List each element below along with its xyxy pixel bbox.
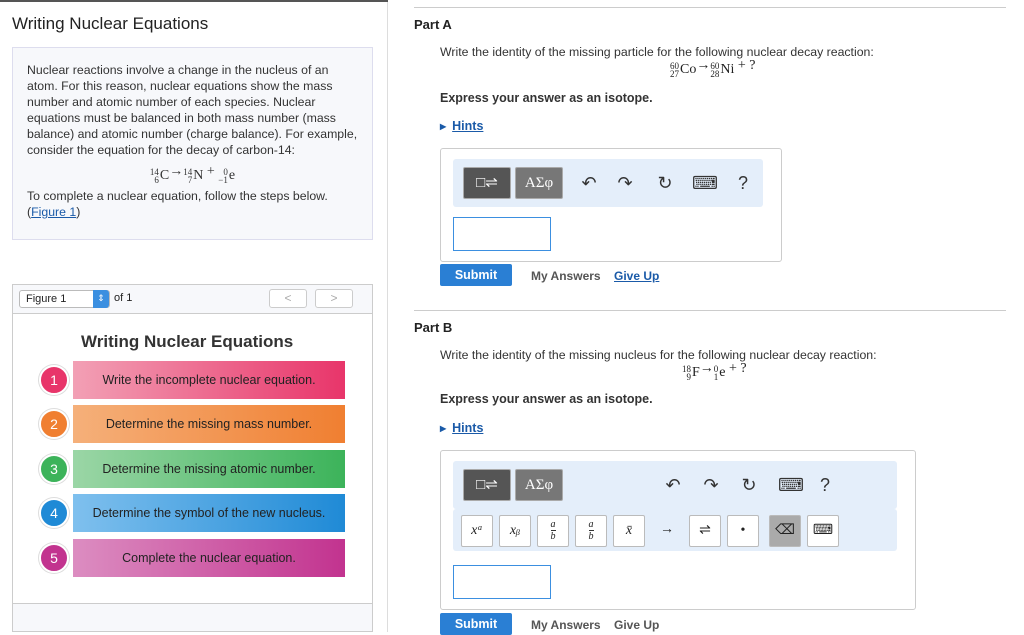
template-button[interactable]: □⇌ xyxy=(463,167,511,199)
figure-step-5 xyxy=(73,539,345,577)
example-equation: 14 6 C → 14 7 N + 0 −1 e xyxy=(149,164,236,185)
part-b-give-up[interactable]: Give Up xyxy=(614,618,660,632)
part-b-answer-input[interactable] xyxy=(453,565,551,599)
figure-nav-bar xyxy=(12,284,373,314)
figure-bottom-bar xyxy=(12,604,373,632)
figure-1-link[interactable]: Figure 1 xyxy=(31,205,77,219)
part-a-prompt: Write the identity of the missing particle for the following nuclear decay reaction: xyxy=(440,45,874,59)
help-icon[interactable]: ? xyxy=(737,173,748,193)
part-b-my-answers[interactable]: My Answers xyxy=(531,618,601,632)
figure-panel xyxy=(12,314,373,604)
part-a-answer-input[interactable] xyxy=(453,217,551,251)
figure-count: of 1 xyxy=(114,292,133,304)
right-panel xyxy=(388,0,1024,632)
part-a-my-answers[interactable]: My Answers xyxy=(531,269,601,283)
subscript-template[interactable]: xᵦ xyxy=(499,515,531,547)
arrow-template[interactable]: → xyxy=(660,522,674,537)
divider xyxy=(414,310,1006,311)
undo-icon[interactable]: ↶ xyxy=(665,475,681,495)
part-b-template-bar xyxy=(453,509,897,551)
superscript-template[interactable]: xᵃ xyxy=(461,515,493,547)
figure-title: Writing Nuclear Equations xyxy=(81,332,294,351)
help-icon[interactable]: ? xyxy=(819,475,830,495)
top-rule xyxy=(0,0,388,2)
left-panel xyxy=(0,0,388,632)
greek-button[interactable]: ΑΣφ xyxy=(515,167,563,199)
part-a-express: Express your answer as an isotope. xyxy=(440,91,653,105)
delete-button[interactable]: ⌫ xyxy=(769,515,801,547)
step-number-badge: 5 xyxy=(39,543,69,573)
template-button[interactable]: □⇌ xyxy=(463,469,511,501)
redo-icon[interactable]: ↷ xyxy=(617,173,633,193)
step-text: Determine the missing atomic number. xyxy=(102,462,316,476)
prev-figure-button[interactable]: < xyxy=(269,289,307,308)
part-a-give-up[interactable]: Give Up xyxy=(614,269,660,283)
part-a-hints-link[interactable]: ▶ Hints xyxy=(440,119,484,133)
undo-icon[interactable]: ↶ xyxy=(581,173,597,193)
part-b-express: Express your answer as an isotope. xyxy=(440,392,653,406)
part-a-toolbar xyxy=(453,159,763,207)
figure-step-2 xyxy=(73,405,345,443)
part-a-heading: Part A xyxy=(414,17,452,32)
fraction-template[interactable]: $\frac{a}{b}$ xyxy=(537,515,569,547)
part-b-prompt: Write the identity of the missing nucleus for the following nuclear decay reaction: xyxy=(440,348,877,362)
step-text: Write the incomplete nuclear equation. xyxy=(102,373,316,387)
part-a-submit-button[interactable]: Submit xyxy=(440,264,512,286)
step-number-badge: 2 xyxy=(39,409,69,439)
greek-button[interactable]: ΑΣφ xyxy=(515,469,563,501)
keyboard-icon[interactable]: ⌨ xyxy=(778,475,804,495)
next-figure-button[interactable]: > xyxy=(315,289,353,308)
step-text: Complete the nuclear equation. xyxy=(122,551,296,565)
step-text: Determine the symbol of the new nucleus. xyxy=(92,506,326,520)
vector-template[interactable]: x̄ xyxy=(613,515,645,547)
step-text: Determine the missing mass number. xyxy=(105,417,313,431)
expand-triangle-icon: ▶ xyxy=(440,424,447,433)
intro-text: Nuclear reactions involve a change in the nucleus of an atom. For this reason, nuclear equations show the mass number and atomic number of each species. Nuclear equations must be balanced in both mass number (mass balance) and atomic number (charge balance). For example, consider the equation for the decay of carbon-14: xyxy=(27,63,358,157)
figure-link-row: (Figure 1) xyxy=(27,205,81,219)
keyboard-toggle-icon[interactable]: ⌨ xyxy=(807,515,839,547)
step-number-badge: 1 xyxy=(39,365,69,395)
intro-box xyxy=(12,47,373,240)
select-chevron-icon: ⇕ xyxy=(93,290,109,308)
part-a-reaction: 60 27 Co → 60 28 Ni + ? xyxy=(670,58,756,79)
keyboard-icon[interactable]: ⌨ xyxy=(692,173,718,193)
mixed-fraction-template[interactable]: $\frac{a}{b}$ xyxy=(575,515,607,547)
part-b-answer-box xyxy=(440,450,916,610)
part-a-answer-box xyxy=(440,148,782,262)
figure-step-1 xyxy=(73,361,345,399)
step-number-badge: 3 xyxy=(39,454,69,484)
dot-template[interactable]: • xyxy=(727,515,759,547)
expand-triangle-icon: ▶ xyxy=(440,122,447,131)
part-b-hints-link[interactable]: ▶ Hints xyxy=(440,421,484,435)
equilibrium-template[interactable]: ⇌ xyxy=(689,515,721,547)
figure-step-4 xyxy=(73,494,345,532)
figure-step-3 xyxy=(73,450,345,488)
step-number-badge: 4 xyxy=(39,498,69,528)
part-b-heading: Part B xyxy=(414,320,453,335)
part-b-reaction: 18 9 F → 0 1 e + ? xyxy=(682,361,747,382)
part-b-toolbar xyxy=(453,461,897,509)
reset-icon[interactable]: ↻ xyxy=(657,173,673,193)
divider xyxy=(414,7,1006,8)
redo-icon[interactable]: ↷ xyxy=(703,475,719,495)
figure-select[interactable]: Figure 1 ⇕ xyxy=(19,290,110,308)
part-b-submit-button[interactable]: Submit xyxy=(440,613,512,635)
follow-text: To complete a nuclear equation, follow the steps below. xyxy=(27,189,328,203)
reset-icon[interactable]: ↻ xyxy=(741,475,757,495)
page-title: Writing Nuclear Equations xyxy=(12,14,209,33)
